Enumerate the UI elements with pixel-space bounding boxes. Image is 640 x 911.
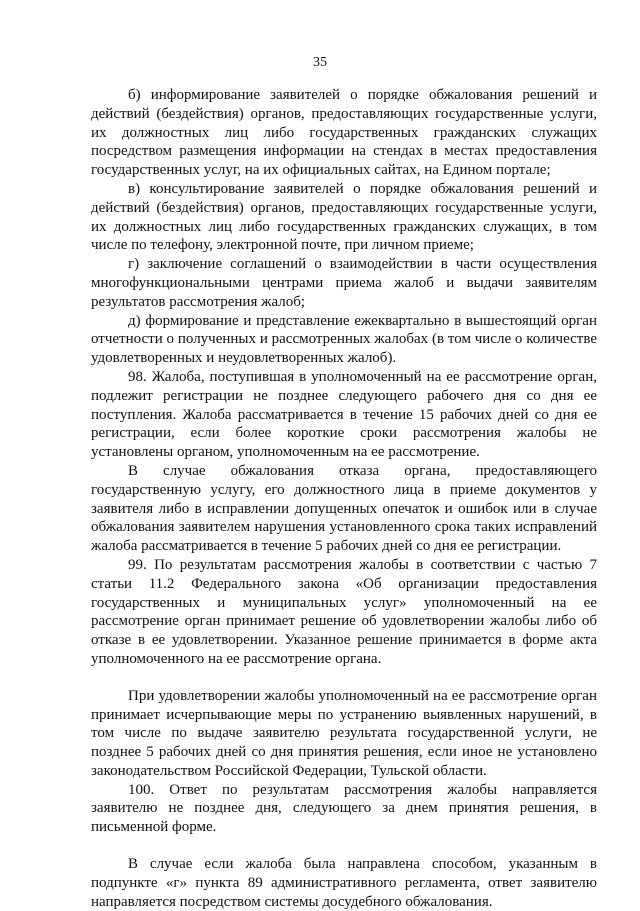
paragraph-item-g: г) заключение соглашений о взаимодействии в части осуществления многофункциональными центрами приема жалоб и выдачи заявителям результатов рассмотрения жалоб; (91, 256, 597, 310)
paragraph-99-continuation: При удовлетворении жалобы уполномоченный на ее рассмотрение орган принимает исчерпывающие меры по устранению выявленных нарушений, в том числе по выдаче заявителю результата государственной услуги, не позднее 5 рабочих дней со дня принятия решения, если иное не установлено законодательством Российской Федерации, Тульской области. (91, 687, 597, 779)
paragraph-item-v: в) консультирование заявителей о порядке обжалования решений и действий (бездействия) органов, предоставляющих государственные услуги, их должностных лиц либо государственных гражданских служащих, в том числе по телефону, электронной почте, при личном приеме; (91, 180, 597, 254)
page-number: 35 (313, 55, 327, 70)
paragraph-98-continuation: В случае обжалования отказа органа, предоставляющего государственную услугу, его должностного лица в приеме документов у заявителя либо в исправлении допущенных опечаток и ошибок или в случае обжалования заявителем нарушения установленного срока таких исправлений жалоба рассматривается в течение 5 рабочих дней со дня ее регистрации. (91, 462, 597, 555)
paragraph-99: 99. По результатам рассмотрения жалобы в соответствии с частью 7 статьи 11.2 Федерального закона «Об организации предоставления государственных и муниципальных услуг» уполномоченный на ее рассмотрение орган принимает решение об удовлетворении жалобы либо об отказе в ее удовлетворении. Указанное решение принимается в форме акта уполномоченного на ее рассмотрение органа. (91, 556, 597, 667)
paragraph-100-continuation: В случае если жалоба была направлена способом, указанным в подпункте «г» пункта 89 административного регламента, ответ заявителю направляется посредством системы досудебного обжалования. (91, 856, 597, 910)
paragraph-100: 100. Ответ по результатам рассмотрения жалобы направляется заявителю не позднее дня, следующего за днем принятия решения, в письменной форме. (91, 781, 597, 836)
document-body (91, 86, 597, 911)
paragraph-item-d: д) формирование и представление ежеквартально в вышестоящий орган отчетности о полученных и рассмотренных жалобах (в том числе о количестве удовлетворенных и неудовлетворенных жалоб). (91, 312, 597, 367)
paragraph-item-b: б) информирование заявителей о порядке обжалования решений и действий (бездействия) органов, предоставляющих государственные услуги, их должностных лиц либо государственных гражданских служащих посредством размещения информации на стендах в местах предоставления государственных услуг, на их официальных сайтах, на Едином портале; (91, 87, 597, 179)
paragraph-98: 98. Жалоба, поступившая в уполномоченный на ее рассмотрение орган, подлежит регистрации не позднее следующего рабочего дня со дня ее поступления. Жалоба рассматривается в течение 15 рабочих дней со дня ее регистрации, если более короткие сроки рассмотрения жалобы не установлены органом, уполномоченным на ее рассмотрение. (91, 368, 597, 461)
